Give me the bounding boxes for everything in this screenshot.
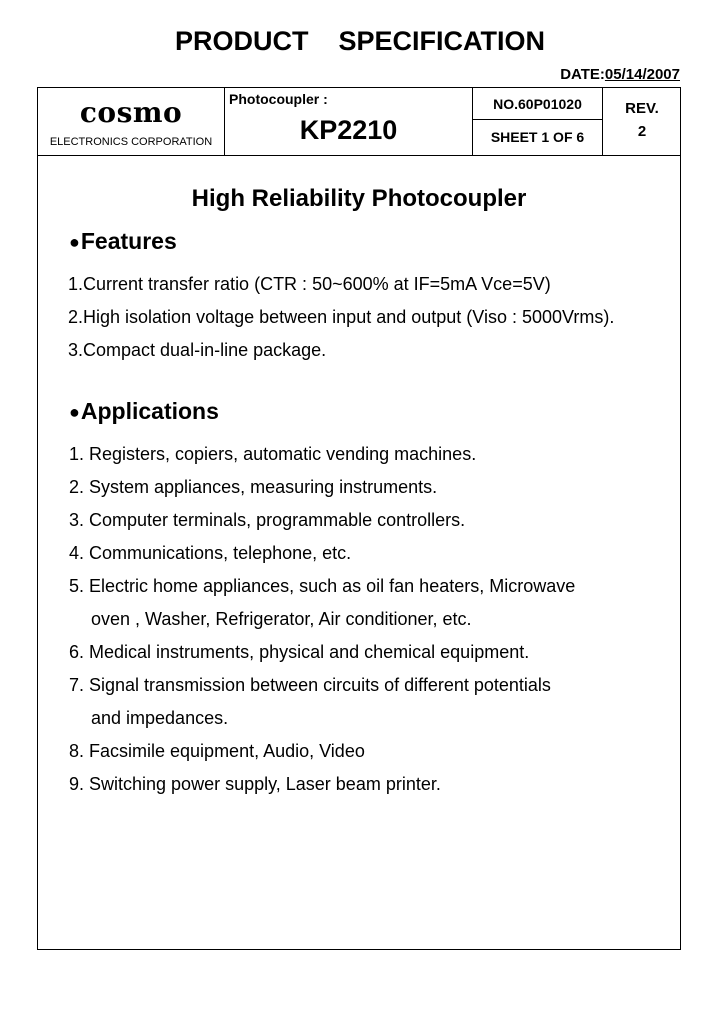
product-cell [225, 88, 473, 155]
sheet-number: SHEET 1 OF 6 [490, 129, 585, 145]
features-list [68, 274, 614, 373]
applications-heading-text: Applications [80, 398, 219, 424]
application-item-continuation: oven , Washer, Refrigerator, Air conditioner, etc. [91, 609, 472, 629]
bullet-icon: ● [69, 402, 80, 422]
logo-cell [38, 88, 225, 155]
document-date [560, 66, 680, 83]
application-item: 8. Facsimile equipment, Audio, Video [69, 741, 365, 761]
header-table [38, 88, 680, 156]
revision-value: 2 [637, 123, 647, 140]
revision-cell [603, 88, 681, 155]
application-item: 2. System appliances, measuring instruments. [69, 477, 438, 497]
application-item: 9. Switching power supply, Laser beam printer. [69, 774, 441, 794]
feature-item: 2.High isolation voltage between input and output (Viso : 5000Vrms). [68, 307, 615, 327]
features-heading-text: Features [80, 228, 177, 254]
application-item-continuation: and impedances. [91, 708, 229, 728]
application-item: 1. Registers, copiers, automatic vending machines. [69, 444, 477, 464]
revision-label: REV. [625, 100, 659, 117]
doc-number: NO.60P01020 [473, 88, 602, 120]
document-title: PRODUCT SPECIFICATION [174, 26, 545, 56]
spec-title: High Reliability Photocoupler [191, 185, 527, 212]
application-item: 6. Medical instruments, physical and chemical equipment. [69, 642, 530, 662]
product-model: KP2210 [299, 115, 398, 145]
applications-heading [69, 398, 219, 425]
features-heading [69, 228, 177, 255]
feature-item: 1.Current transfer ratio (CTR : 50~600% at IF=5mA Vce=5V) [68, 274, 551, 294]
company-name: ELECTRONICS CORPORATION [49, 136, 213, 148]
application-item: 3. Computer terminals, programmable controllers. [69, 510, 466, 530]
feature-item: 3.Compact dual-in-line package. [68, 340, 327, 360]
company-logo: cosmo [79, 96, 183, 129]
spec-frame [37, 87, 681, 950]
date-label: DATE: [560, 66, 605, 83]
bullet-icon: ● [69, 232, 80, 252]
application-item: 4. Communications, telephone, etc. [69, 543, 352, 563]
application-item: 7. Signal transmission between circuits of different potentials [69, 675, 551, 695]
applications-list [69, 444, 575, 807]
doc-number-cell [473, 88, 603, 155]
date-value: 05/14/2007 [604, 66, 680, 83]
product-type-label: Photocoupler : [229, 91, 328, 107]
application-item: 5. Electric home appliances, such as oil fan heaters, Microwave [69, 576, 576, 596]
